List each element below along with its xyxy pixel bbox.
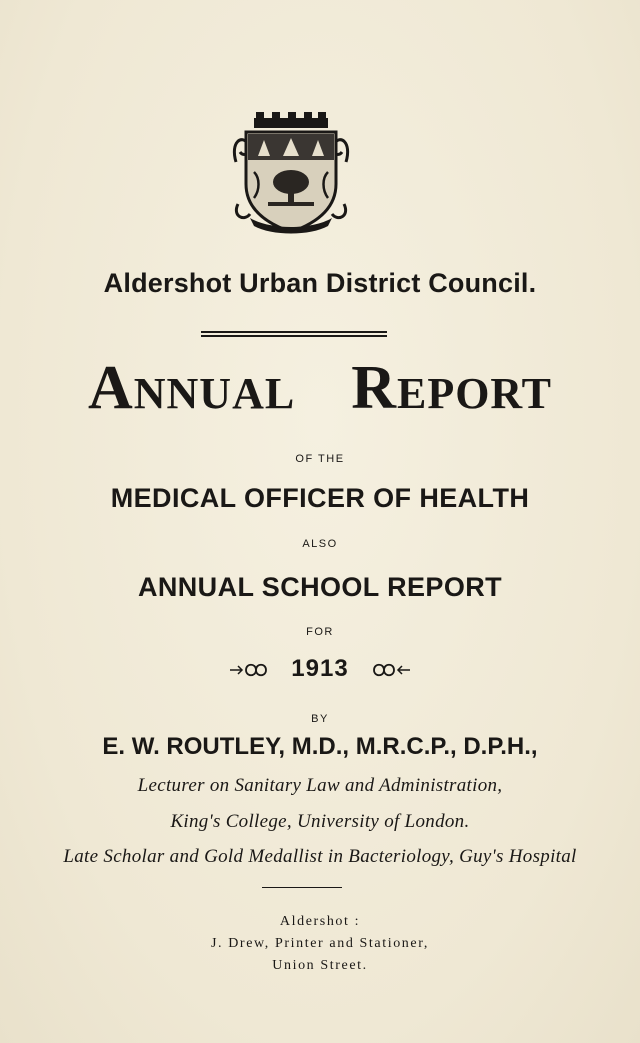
- printer-address: Union Street.: [272, 958, 368, 973]
- scholar-line: Late Scholar and Gold Medallist in Bacteriology, Guy's Hospital: [63, 846, 577, 867]
- double-rule-divider: [201, 331, 387, 337]
- also-label: ALSO: [302, 538, 338, 550]
- report-title: [0, 354, 640, 422]
- title-initial-a: A: [87, 354, 134, 422]
- college-line: King's College, University of London.: [170, 811, 470, 832]
- by-label: BY: [311, 713, 329, 725]
- ornament-left-icon: [228, 660, 270, 680]
- lecturer-line: Lecturer on Sanitary Law and Administration,: [137, 775, 503, 796]
- printer-name: J. Drew, Printer and Stationer,: [210, 936, 430, 951]
- school-report-heading: ANNUAL SCHOOL REPORT: [137, 572, 503, 602]
- medical-officer-heading: MEDICAL OFFICER OF HEALTH: [110, 483, 530, 513]
- of-the-label: OF THE: [295, 453, 345, 465]
- ornament-right-icon: [370, 660, 412, 680]
- title-word-report: EPORT: [396, 369, 553, 418]
- printer-place: Aldershot :: [279, 914, 361, 929]
- report-year: 1913: [291, 655, 349, 682]
- author-name: E. W. ROUTLEY, M.D., M.R.C.P., D.P.H.,: [102, 733, 538, 760]
- single-rule-divider: [262, 887, 342, 888]
- year-row: [0, 655, 640, 683]
- council-name: Aldershot Urban District Council.: [103, 268, 537, 298]
- title-word-annual: NNUAL: [133, 369, 296, 418]
- title-initial-r: R: [351, 354, 397, 422]
- coat-of-arms-icon: [230, 112, 352, 236]
- for-label: FOR: [306, 626, 334, 638]
